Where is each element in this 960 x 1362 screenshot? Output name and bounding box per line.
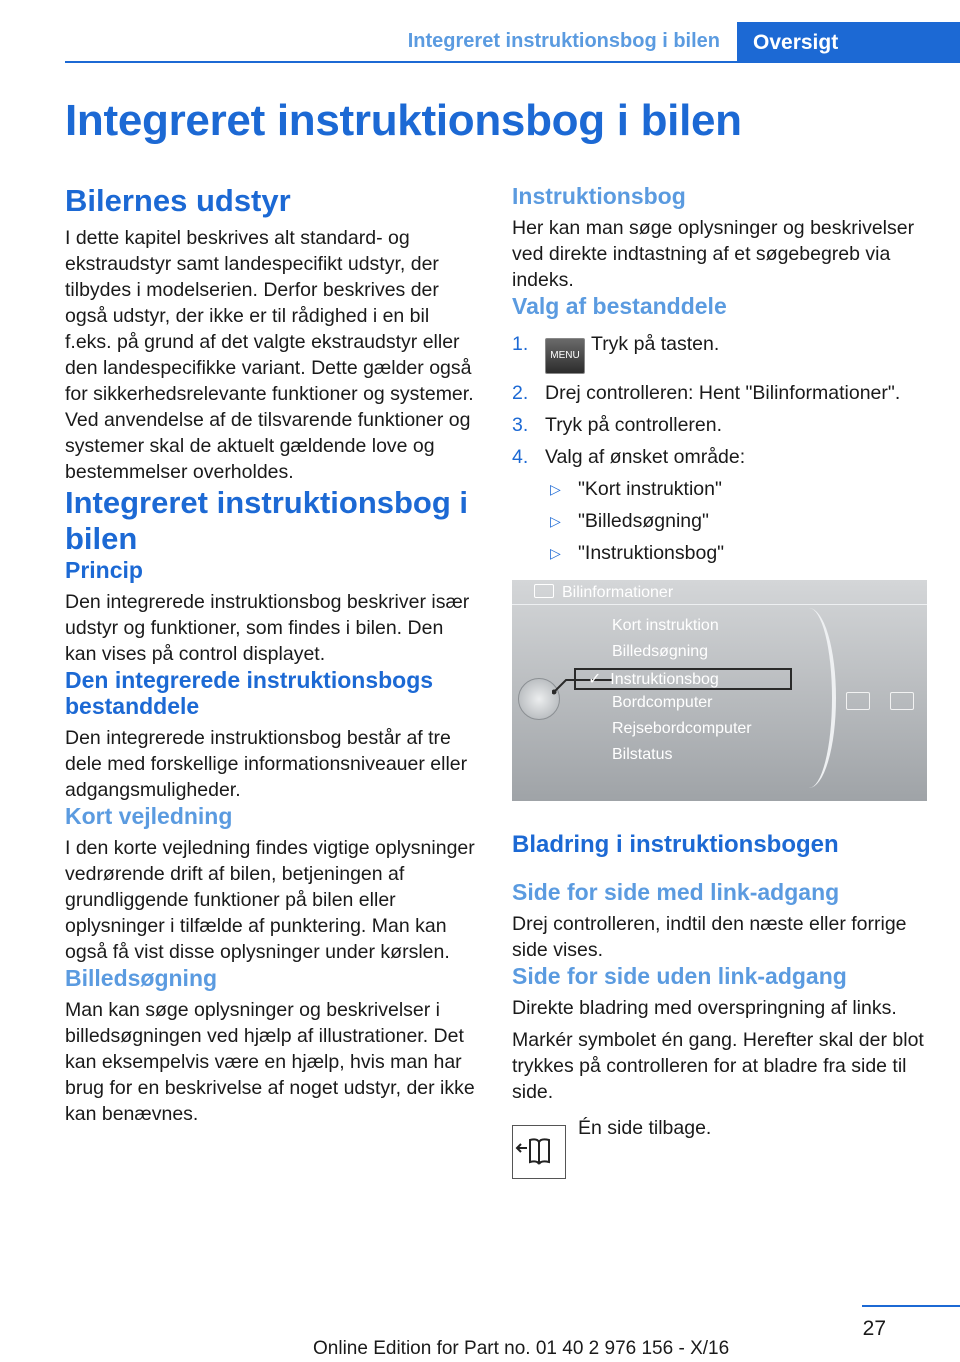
sub-option [512,540,927,566]
triangle-bullet-icon: ▷ [550,513,561,529]
screen-menu-item: Kort instruktion [612,617,719,634]
steps-list [512,331,927,566]
header-breadcrumb[interactable]: Integreret instruktionsbog i bilen [407,30,720,52]
screen-titlebar [534,584,673,602]
sub-option [512,476,927,502]
screen-title-divider [512,604,927,605]
step-number: 1. [512,333,529,355]
subheading-bladring: Bladring i instruktionsbogen [512,831,839,858]
triangle-bullet-icon: ▷ [550,481,561,497]
section-heading-instruktionsbog: Integreret instruktionsbog i bilen [65,485,469,556]
step-item [512,331,927,374]
step-number: 4. [512,446,529,468]
step-number: 2. [512,382,529,404]
back-page-button[interactable] [512,1125,566,1179]
subheading-side-med: Side for side med link-adgang [512,878,840,905]
book-back-icon [513,1126,564,1177]
right-column [512,183,927,1199]
step-number: 3. [512,414,529,436]
subheading-instruktionsbog: Instruktionsbog [512,183,686,209]
back-page-text: Én side tilbage. [578,1116,712,1139]
screen-menu-item: Rejsebordcomputer [612,720,752,737]
sub-option [512,508,927,534]
sub-option-text: "Kort instruktion" [578,478,722,500]
section-heading-udstyr: Bilernes udstyr [65,183,291,218]
instruktionsbog-paragraph: Her kan man søge oplysninger og beskrivelser ved direkte indtastning af et søgebegreb via indeks. [512,217,915,291]
page-number: 27 [862,1317,886,1340]
sub-option-text: "Billedsøgning" [578,510,709,532]
back-page-row [512,1115,927,1199]
subheading-kort-vejledning: Kort vejledning [65,803,233,829]
menu-button-icon: MENU [545,338,585,374]
subheading-bestanddele: Den integrerede instruktionsbogs bestanddele [65,667,434,719]
kort-vejledning-paragraph: I den korte vejledning findes vigtige oplysninger vedrørende drift af bilen, betjeningen af grundliggende funktioner på bilen eller oplysninger i tilfælde af punktering. Man kan også få vist disse oplysninger under kørslen. [65,837,475,963]
subheading-side-uden: Side for side uden link-adgang [512,962,847,989]
subheading-billedsogning: Billedsøgning [65,965,218,991]
subheading-princip: Princip [65,557,143,583]
step-text: Valg af ønsket område: [545,446,746,468]
side-panel-icon [890,692,914,710]
control-display-screenshot [512,580,927,801]
screen-arc [782,608,836,788]
step-text: Tryk på controlleren. [545,414,723,436]
step-item [512,380,927,406]
header-section-tab[interactable]: Oversigt [737,22,960,63]
car-info-icon [534,584,554,598]
step-item [512,412,927,438]
billedsogning-paragraph: Man kan søge oplysninger og beskrivelser i billedsøgningen ved hjælp af illustrationer. Det kan eksempelvis være en hjælp, hvis man har brug for en beskrivelse af noget udstyr, der ikke kan benævnes. [65,999,475,1125]
subheading-valg: Valg af bestanddele [512,293,727,319]
footer-edition: Online Edition for Part no. 01 40 2 976 156 - X/16 [313,1338,730,1359]
side-uden-paragraph-1: Direkte bladring med overspringning af links. [512,996,897,1019]
bestanddele-paragraph: Den integrerede instruktionsbog består af tre dele med forskellige informationsniveauer eller adgangsmuligheder. [65,727,468,801]
screen-menu-item: Bordcomputer [612,694,713,711]
check-icon: ✓ [588,671,611,688]
step-text: Tryk på tasten. [591,333,720,355]
udstyr-paragraph: I dette kapitel beskrives alt standard- og ekstraudstyr samt landespecifikt udstyr, der tilbydes i modelserien. Derfor beskrives der også udstyr, der ikke er til rådighed i en bil f.eks. på grund af det valgte ekstraudstyr eller den landespecifikke variant. Dette gælder også for sikkerhedsrelevante funktioner og systemer. Ved anvendelse af de tilsvarende funktioner og systemer skal de aktuelt gældende love og bestemmelser overholdes. [65,227,474,483]
step-item [512,444,927,470]
side-panel-icon [846,692,870,710]
side-uden-paragraph-2: Markér symbolet én gang. Herefter skal der blot trykkes på controlleren for at bladre fra side til side. [512,1028,924,1103]
screen-menu-item-selected [588,669,719,689]
screen-menu-item: Bilstatus [612,746,673,763]
side-med-paragraph: Drej controlleren, indtil den næste eller forrige side vises. [512,912,907,961]
footer-rule [862,1305,960,1307]
sub-option-text: "Instruktionsbog" [578,542,725,564]
princip-paragraph: Den integrerede instruktionsbog beskriver især udstyr og funktioner, som findes i bilen. Den kan vises på control displayet. [65,591,470,665]
step-text: Drej controlleren: Hent "Bilinformationer". [545,382,901,404]
left-column [65,183,480,1127]
screen-title: Bilinformationer [562,584,674,601]
triangle-bullet-icon: ▷ [550,545,561,561]
screen-menu-item-label: Instruktionsbog [610,671,719,688]
screen-menu-item: Billedsøgning [612,643,709,660]
page-title: Integreret instruktionsbog i bilen [65,96,742,145]
